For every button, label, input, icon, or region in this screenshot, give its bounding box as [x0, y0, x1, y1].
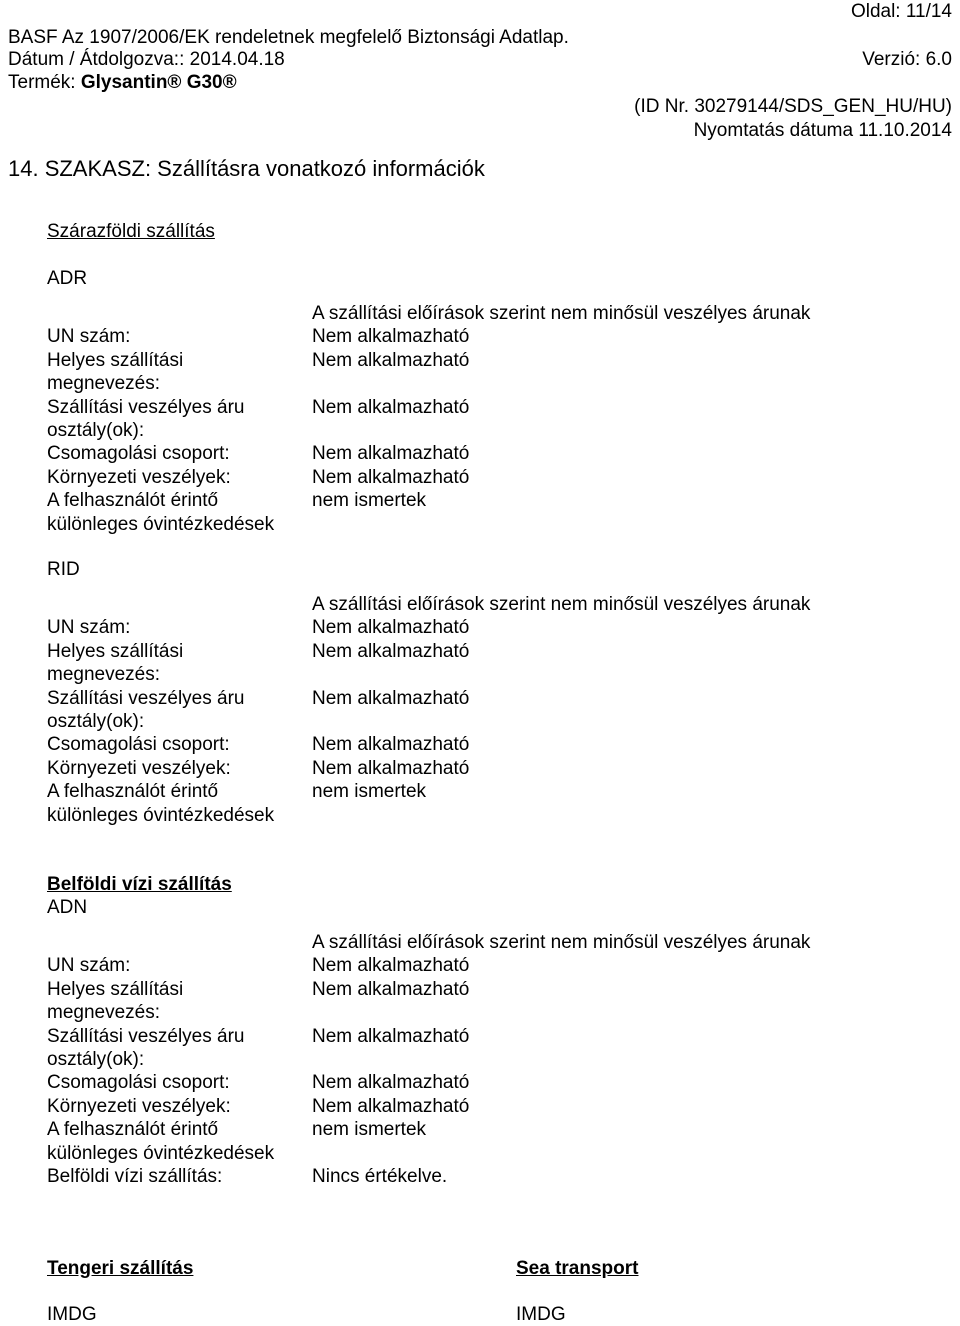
row-label: Szállítási veszélyes áru — [47, 687, 245, 709]
imdg-label-en: IMDG — [516, 1304, 566, 1325]
rid-title: RID — [47, 559, 80, 580]
row-value: Nem alkalmazható — [312, 1025, 470, 1047]
row-value: Nem alkalmazható — [312, 396, 470, 418]
adr-title: ADR — [47, 268, 88, 289]
adr-row — [47, 513, 927, 536]
row-label: osztály(ok): — [47, 711, 145, 732]
row-label: megnevezés: — [47, 373, 161, 395]
row-label: Környezeti veszélyek: — [47, 757, 231, 779]
print-date: Nyomtatás dátuma 11.10.2014 — [693, 120, 952, 141]
row-label: Környezeti veszélyek: — [47, 1095, 231, 1117]
row-value: Nem alkalmazható — [312, 640, 470, 662]
row-value: Nem alkalmazható — [312, 1072, 470, 1094]
adn-row — [47, 1001, 927, 1024]
product-line — [8, 71, 237, 94]
rid-intro: A szállítási előírások szerint nem minősül veszélyes árunak — [312, 594, 811, 615]
adn-row — [47, 1048, 927, 1071]
version: Verzió: 6.0 — [862, 49, 952, 70]
adr-row — [47, 325, 927, 348]
row-label: Környezeti veszélyek: — [47, 466, 231, 488]
adr-intro-row — [47, 302, 927, 325]
row-label: Helyes szállítási — [47, 349, 184, 371]
row-label: Helyes szállítási — [47, 978, 184, 1000]
adn-row — [47, 1118, 927, 1141]
adr-row — [47, 489, 927, 512]
row-label: Szállítási veszélyes áru — [47, 396, 245, 418]
adr-row — [47, 466, 927, 489]
row-value: Nem alkalmazható — [312, 978, 470, 1000]
product-name: Glysantin® G30® — [80, 72, 237, 93]
adr-row — [47, 372, 927, 395]
row-label: Csomagolási csoport: — [47, 1072, 230, 1094]
adr-row — [47, 349, 927, 372]
revision-date: Dátum / Átdolgozva:: 2014.04.18 — [8, 49, 285, 70]
row-label: UN szám: — [47, 955, 131, 977]
row-value: nem ismertek — [312, 1119, 427, 1141]
rid-intro-row — [47, 593, 927, 616]
row-label: A felhasználót érintő — [47, 490, 219, 512]
row-value: nem ismertek — [312, 490, 427, 512]
row-value: Nem alkalmazható — [312, 734, 470, 756]
row-value: Nem alkalmazható — [312, 687, 470, 709]
row-label: UN szám: — [47, 617, 131, 639]
adn-row — [47, 1142, 927, 1165]
header-row-1 — [8, 0, 952, 23]
adn-row — [47, 954, 927, 977]
row-label: UN szám: — [47, 326, 131, 348]
adn-intro-row — [47, 931, 927, 954]
adn-row — [47, 1071, 927, 1094]
adn-row — [47, 1165, 927, 1188]
sea-transport-heading-hu: Tengeri szállítás — [47, 1258, 194, 1279]
row-value: Nem alkalmazható — [312, 955, 470, 977]
adr-intro: A szállítási előírások szerint nem minősül veszélyes árunak — [312, 303, 811, 324]
row-value: Nem alkalmazható — [312, 349, 470, 371]
header-row-2 — [8, 26, 952, 49]
imdg-label-hu: IMDG — [47, 1304, 97, 1325]
row-value: Nem alkalmazható — [312, 617, 470, 639]
rid-row — [47, 733, 927, 756]
adr-row — [47, 396, 927, 419]
rid-row — [47, 780, 927, 803]
rid-row — [47, 640, 927, 663]
adr-row — [47, 419, 927, 442]
row-label: különleges óvintézkedések — [47, 513, 275, 535]
adn-title: ADN — [47, 897, 88, 918]
rid-row — [47, 687, 927, 710]
row-value: Nem alkalmazható — [312, 326, 470, 348]
id-number: (ID Nr. 30279144/SDS_GEN_HU/HU) — [634, 96, 952, 117]
adn-row — [47, 1095, 927, 1118]
row-label: Csomagolási csoport: — [47, 443, 230, 465]
land-transport-heading: Szárazföldi szállítás — [47, 221, 215, 242]
rid-row — [47, 757, 927, 780]
adr-row — [47, 442, 927, 465]
row-label: A felhasználót érintő — [47, 1119, 219, 1141]
product-prefix: Termék: — [8, 72, 81, 93]
row-label: osztály(ok): — [47, 1049, 145, 1070]
section-title: 14. SZAKASZ: Szállításra vonatkozó információk — [8, 156, 485, 181]
row-value: nem ismertek — [312, 781, 427, 803]
row-value: Nincs értékelve. — [312, 1166, 448, 1187]
row-label: Csomagolási csoport: — [47, 734, 230, 756]
row-label: Belföldi vízi szállítás: — [47, 1166, 223, 1187]
row-label: megnevezés: — [47, 664, 161, 686]
rid-row — [47, 710, 927, 733]
inland-transport-heading: Belföldi vízi szállítás — [47, 874, 232, 895]
rid-row — [47, 804, 927, 827]
row-label: osztály(ok): — [47, 420, 145, 441]
adn-intro: A szállítási előírások szerint nem minősül veszélyes árunak — [312, 932, 811, 953]
adn-row — [47, 978, 927, 1001]
row-label: különleges óvintézkedések — [47, 1142, 275, 1164]
header-row-6 — [8, 119, 952, 142]
row-label: megnevezés: — [47, 1002, 161, 1024]
row-label: Szállítási veszélyes áru — [47, 1025, 245, 1047]
row-value: Nem alkalmazható — [312, 466, 470, 488]
row-value: Nem alkalmazható — [312, 1095, 470, 1117]
page-number: Oldal: 11/14 — [850, 1, 952, 22]
rid-row — [47, 663, 927, 686]
header-row-5 — [8, 95, 952, 118]
row-label: különleges óvintézkedések — [47, 804, 275, 826]
header-row-4 — [8, 71, 952, 94]
row-label: A felhasználót érintő — [47, 781, 219, 803]
rid-row — [47, 616, 927, 639]
row-value: Nem alkalmazható — [312, 443, 470, 465]
adn-row — [47, 1025, 927, 1048]
sea-transport-heading-en: Sea transport — [516, 1258, 639, 1279]
row-label: Helyes szállítási — [47, 640, 184, 662]
header-row-3 — [8, 48, 952, 71]
row-value: Nem alkalmazható — [312, 757, 470, 779]
document-title: BASF Az 1907/2006/EK rendeletnek megfelelő Biztonsági Adatlap. — [8, 27, 569, 48]
